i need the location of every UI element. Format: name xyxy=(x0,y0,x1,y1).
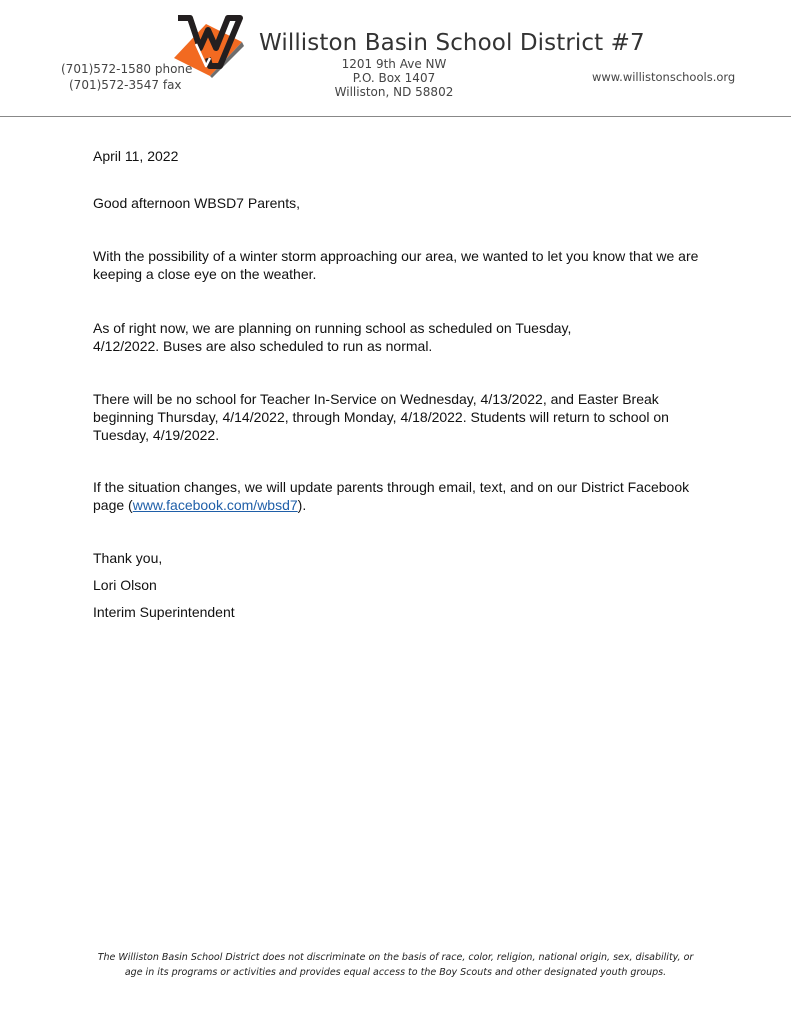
paragraph-storm-notice: With the possibility of a winter storm approaching our area, we wanted to let you know that we are keeping a close eye on the weather. xyxy=(93,248,699,282)
district-address xyxy=(322,57,466,99)
district-name: Williston Basin School District #7 xyxy=(259,30,645,56)
letter-closing: Thank you, xyxy=(93,550,163,566)
paragraph-schedule xyxy=(93,319,703,355)
paragraph-line: 4/12/2022. Buses are also scheduled to run as normal. xyxy=(93,338,433,354)
address-line: 1201 9th Ave NW xyxy=(341,57,447,71)
website-url: www.willistonschools.org xyxy=(592,70,736,84)
address-line: Williston, ND 58802 xyxy=(334,85,454,99)
letter-date: April 11, 2022 xyxy=(93,148,179,164)
footer-line: The Williston Basin School District does not discriminate on the basis of race, color, religion, national origin, sex, disability, or xyxy=(97,952,694,963)
phone-number: (701)572-1580 phone xyxy=(61,62,193,76)
letter-greeting: Good afternoon WBSD7 Parents, xyxy=(93,195,300,211)
paragraph-no-school: There will be no school for Teacher In-Service on Wednesday, 4/13/2022, and Easter Break beginning Thursday, 4/14/2022, through Monday, 4/18/2022. Students will return to school on Tuesday, 4/19/2022. xyxy=(93,391,669,443)
signer-title: Interim Superintendent xyxy=(93,604,235,620)
facebook-link[interactable]: www.facebook.com/wbsd7 xyxy=(132,497,298,513)
footer-line: age in its programs or activities and provides equal access to the Boy Scouts and other designated youth groups. xyxy=(124,967,667,978)
letterhead xyxy=(0,0,791,118)
nondiscrimination-notice xyxy=(60,950,731,980)
paragraph-text: If the situation changes, we will update parents through email, text, and on our District Facebook page ( xyxy=(93,479,690,513)
address-line: P.O. Box 1407 xyxy=(352,71,436,85)
fax-number: (701)572-3547 fax xyxy=(69,78,182,92)
header-divider xyxy=(0,116,791,117)
paragraph-updates xyxy=(93,478,703,514)
signer-name: Lori Olson xyxy=(93,577,157,593)
paragraph-text: ). xyxy=(297,497,307,513)
paragraph-line: As of right now, we are planning on running school as scheduled on Tuesday, xyxy=(93,320,572,336)
